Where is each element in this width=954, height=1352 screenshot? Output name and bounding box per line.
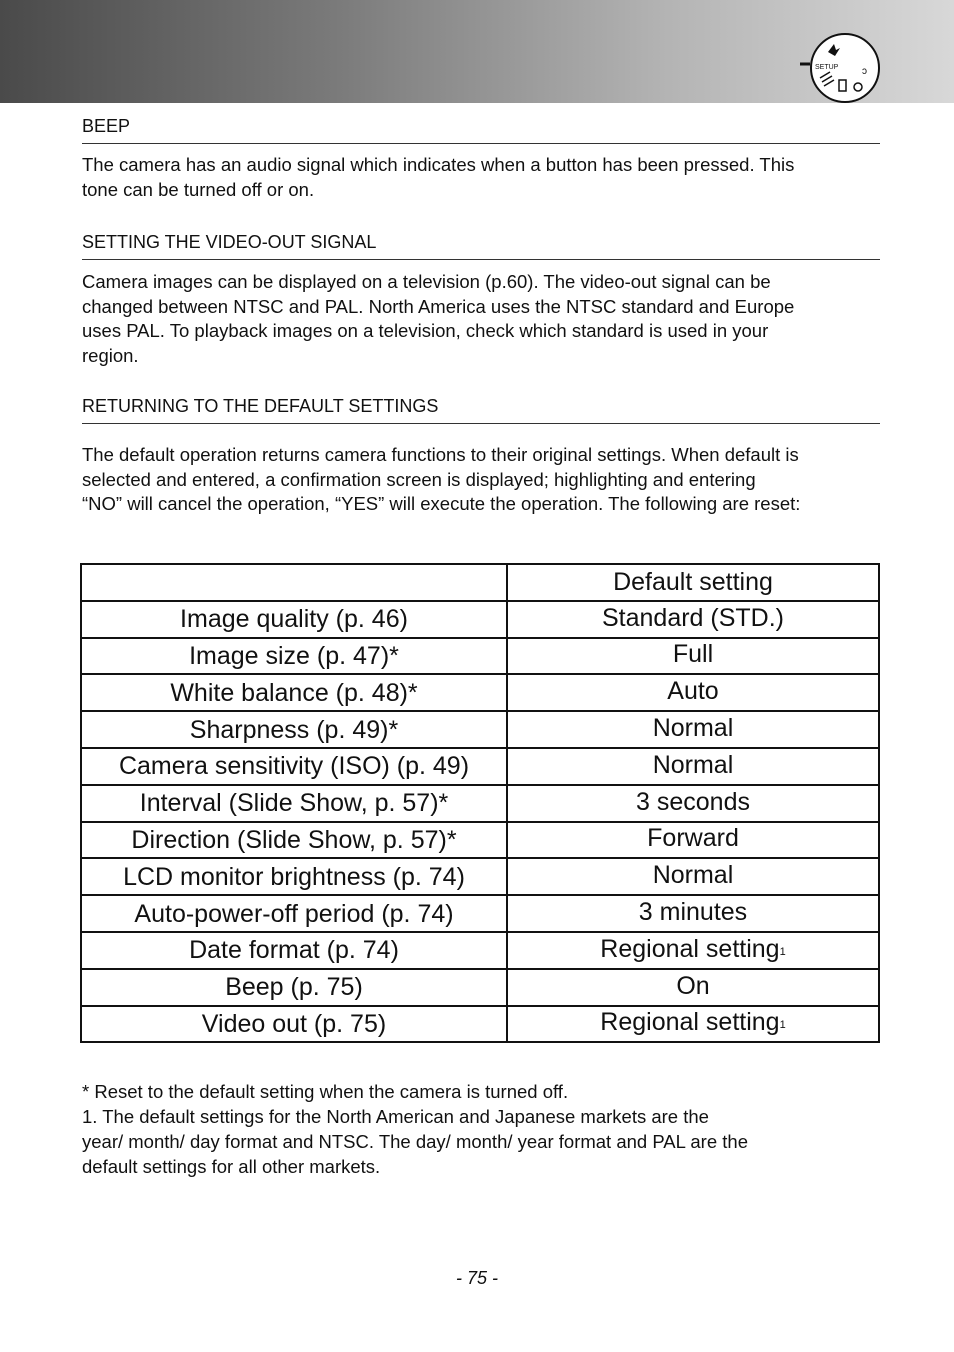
dial-setup-label: SETUP [815, 64, 839, 71]
footnote-line: 1. The default settings for the North American and Japanese markets are the [82, 1106, 709, 1127]
table-row [81, 932, 879, 969]
table-row [81, 748, 879, 785]
default-settings-table [80, 563, 880, 1043]
function-cell: Beep (p. 75) [81, 969, 507, 1006]
table-row [81, 674, 879, 711]
paragraph-line: changed between NTSC and PAL. North America uses the NTSC standard and Europe [82, 295, 795, 317]
default-cell: 3 minutes [507, 895, 879, 932]
function-cell: LCD monitor brightness (p. 74) [81, 858, 507, 895]
function-cell: White balance (p. 48)* [81, 674, 507, 711]
paragraph-line: The default operation returns camera functions to their original settings. When default is [82, 444, 799, 465]
table-header-cell: Default setting [507, 564, 879, 601]
section-heading-video-out: SETTING THE VIDEO-OUT SIGNAL [82, 231, 880, 260]
default-cell: Auto [507, 674, 879, 711]
table-row [81, 1006, 879, 1043]
table-row [81, 895, 879, 932]
function-cell: Image size (p. 47)* [81, 638, 507, 675]
default-cell: On [507, 969, 879, 1006]
mode-dial [800, 32, 882, 104]
function-cell: Video out (p. 75) [81, 1006, 507, 1043]
default-cell: Normal [507, 858, 879, 895]
footnote-line: * Reset to the default setting when the camera is turned off. [82, 1081, 569, 1102]
function-cell: Auto-power-off period (p. 74) [81, 895, 507, 932]
function-cell: Image quality (p. 46) [81, 601, 507, 638]
default-cell: Normal [507, 711, 879, 748]
default-cell: Normal [507, 748, 879, 785]
section-body-beep [82, 153, 882, 202]
page-number: - 75 - [455, 1268, 498, 1288]
default-cell: Full [507, 638, 879, 675]
table-row [81, 785, 879, 822]
section-body-video-out [82, 270, 882, 368]
section-body-default-settings [82, 443, 882, 517]
table-header-row [81, 564, 879, 601]
function-cell: Date format (p. 74) [81, 932, 507, 969]
section-heading-default-settings: RETURNING TO THE DEFAULT SETTINGS [82, 395, 880, 424]
paragraph-line: tone can be turned off or on. [82, 178, 315, 200]
footnote-marker: 1 [779, 945, 786, 958]
function-cell: Sharpness (p. 49)* [81, 711, 507, 748]
function-cell: Direction (Slide Show, p. 57)* [81, 822, 507, 859]
paragraph-line: Camera images can be displayed on a television (p.60). The video-out signal can be [82, 271, 771, 292]
table-row [81, 858, 879, 895]
default-cell: Regional setting$^1$ [507, 1006, 879, 1043]
table-row [81, 638, 879, 675]
paragraph-line: uses PAL. To playback images on a television, check which standard is used in your [82, 320, 769, 341]
default-cell: Forward [507, 822, 879, 859]
function-cell: Interval (Slide Show, p. 57)* [81, 785, 507, 822]
table-row [81, 822, 879, 859]
table-row [81, 711, 879, 748]
function-cell: Camera sensitivity (ISO) (p. 49) [81, 748, 507, 785]
mode-dial-icon [800, 32, 882, 104]
default-cell: Regional setting$^1$ [507, 932, 879, 969]
table-row [81, 601, 879, 638]
footnote-marker: 1 [779, 1019, 786, 1032]
svg-text:ɔ: ɔ [862, 66, 867, 77]
paragraph-line: region. [82, 344, 139, 366]
footnotes [82, 1079, 882, 1179]
section-heading-beep: BEEP [82, 115, 880, 144]
default-cell: 3 seconds [507, 785, 879, 822]
paragraph-line: “NO” will cancel the operation, “YES” will execute the operation. The following are reset: [82, 493, 801, 514]
paragraph-line: The camera has an audio signal which indicates when a button has been pressed. This [82, 154, 795, 175]
footnote-line: default settings for all other markets. [82, 1156, 381, 1177]
default-cell: Standard (STD.) [507, 601, 879, 638]
table-header-cell [81, 564, 507, 601]
table-row [81, 969, 879, 1006]
footnote-line: year/ month/ day format and NTSC. The day/ month/ year format and PAL are the [82, 1131, 748, 1152]
paragraph-line: selected and entered, a confirmation screen is displayed; highlighting and entering [82, 468, 756, 490]
